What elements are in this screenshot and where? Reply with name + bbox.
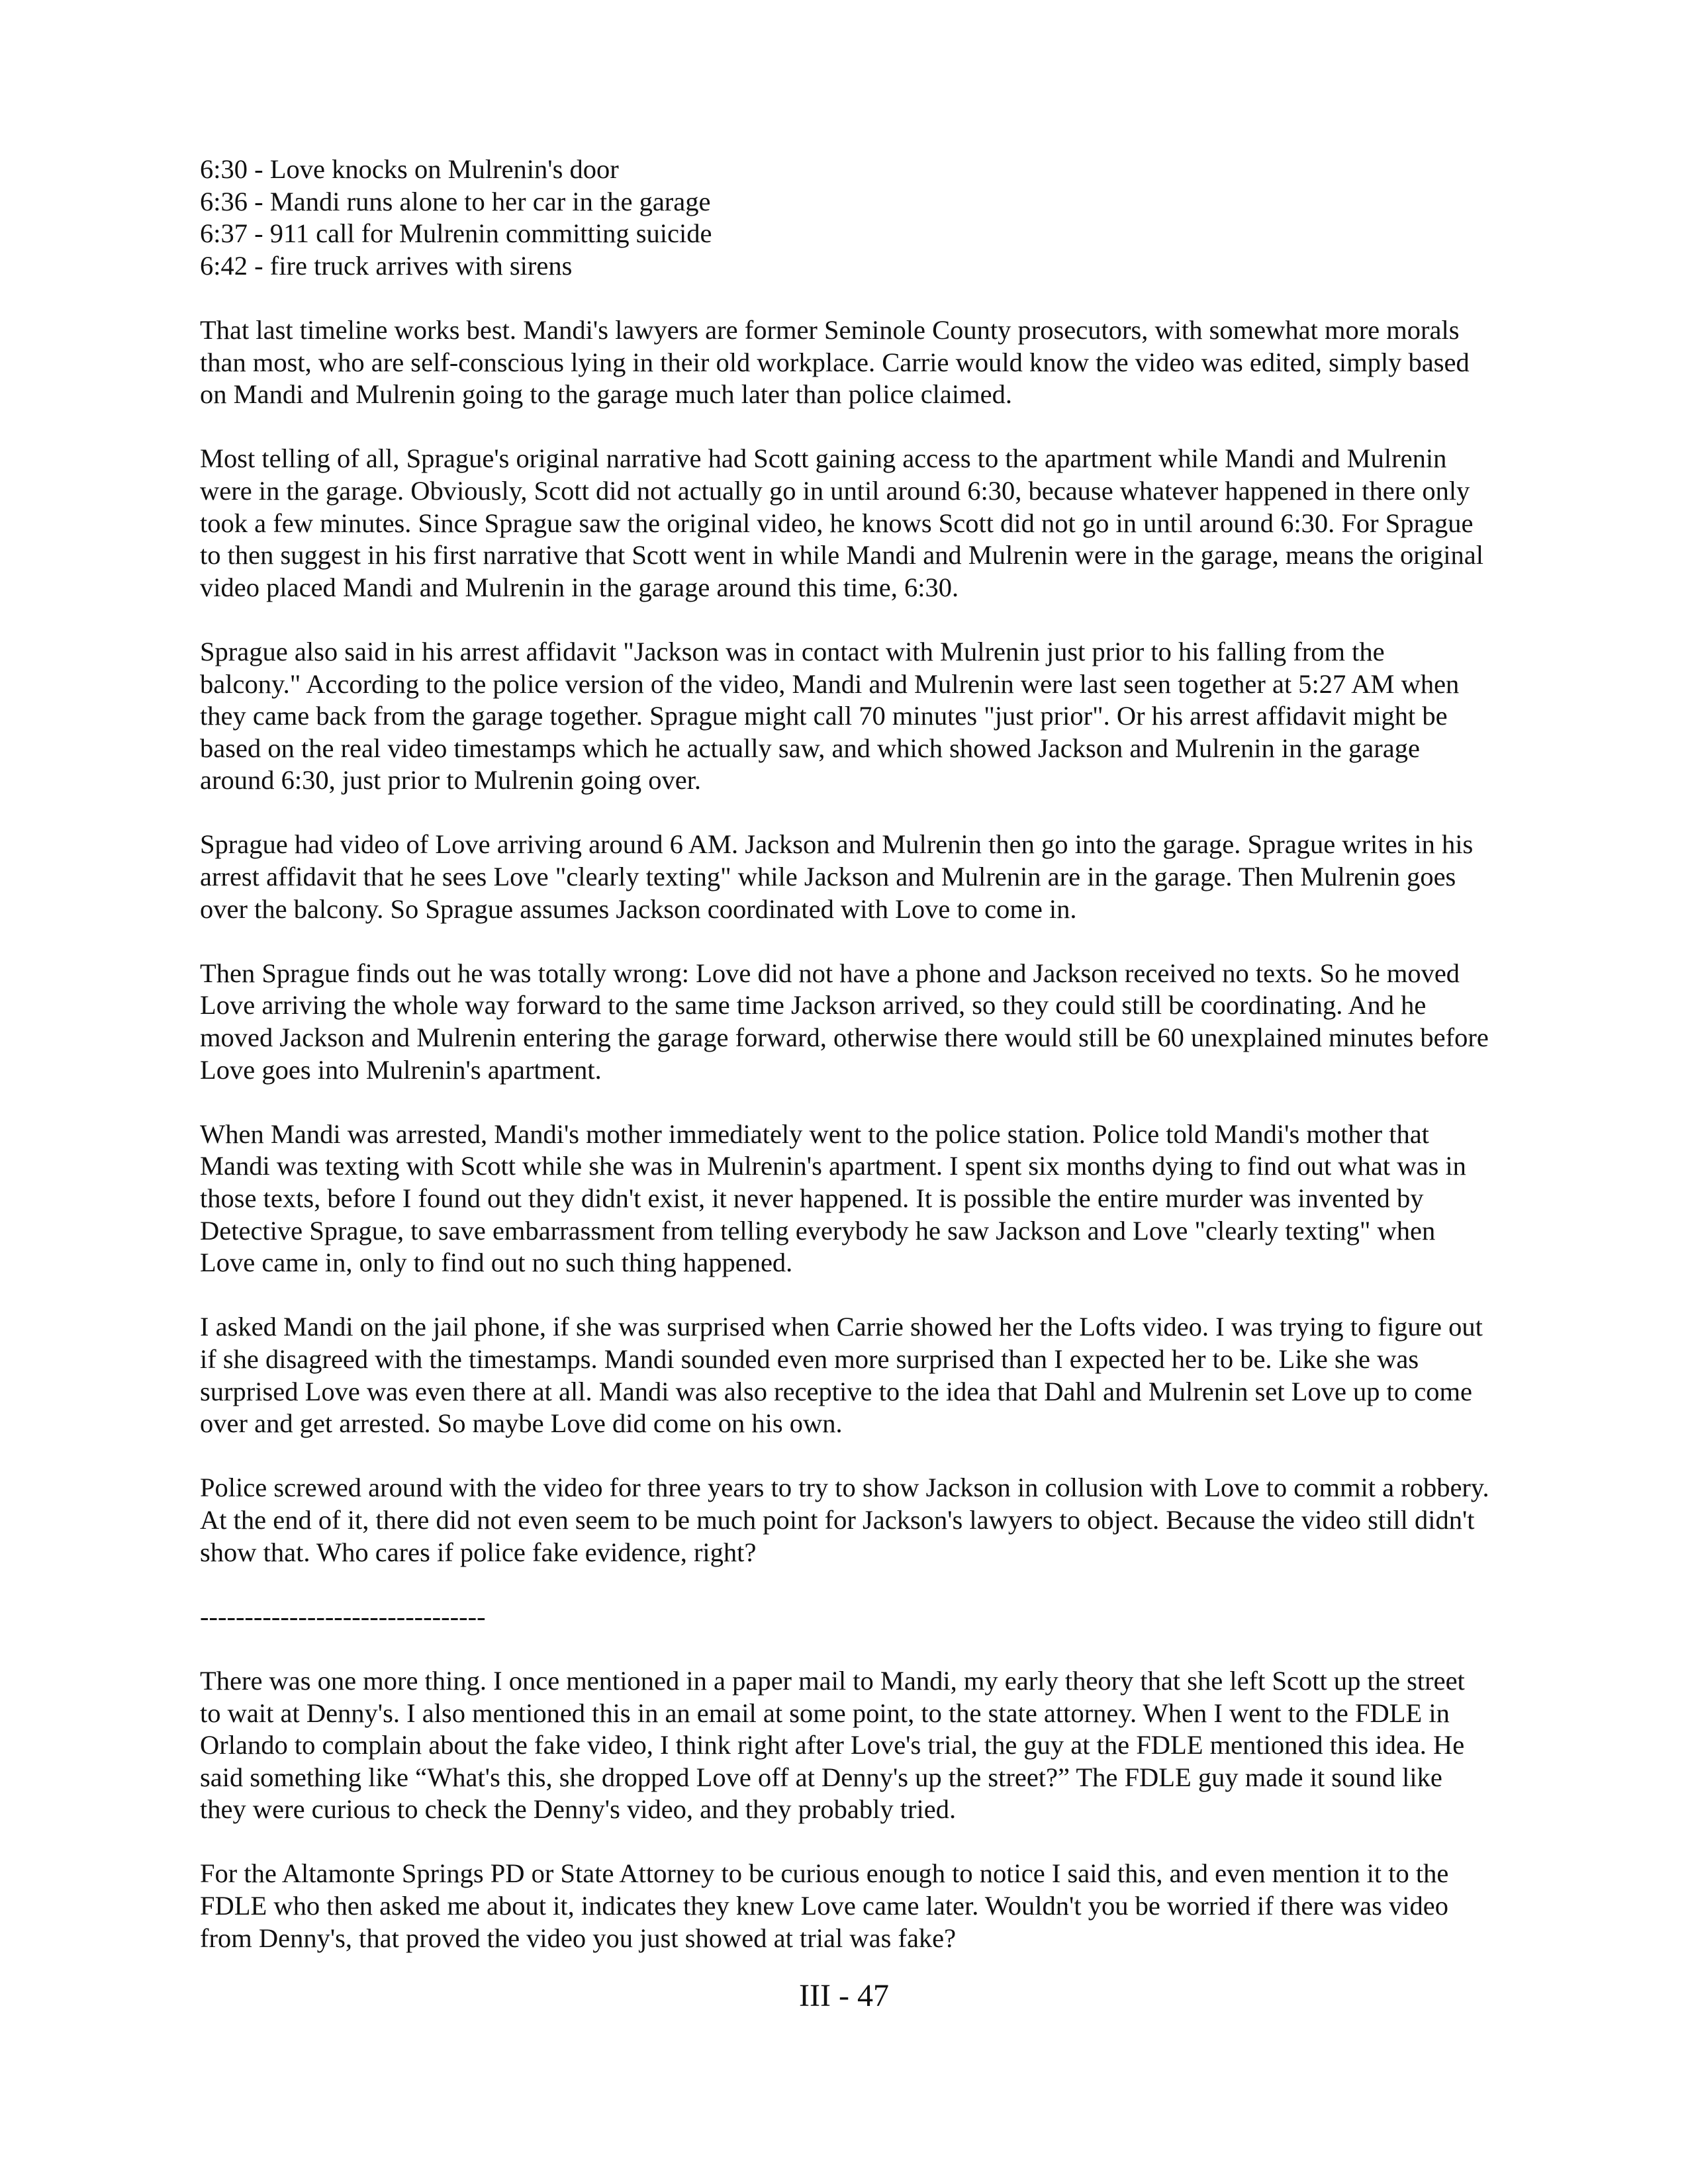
body-paragraph: When Mandi was arrested, Mandi's mother immediately went to the police station. Police told Mandi's mother that Mandi was texting with Scott while she was in Mulrenin's apartment. I spent six months dying to find out what was in those texts, before I found out they didn't exist, it never happened. It is possible the entire murder was invented by Detective Sprague, to save embarrassment from telling everybody he saw Jackson and Love "clearly texting" when Love came in, only to find out no such thing happened. <box>200 1118 1466 1278</box>
body-paragraph: That last timeline works best. Mandi's lawyers are former Seminole County prosecutors, with somewhat more morals than most, who are self-conscious lying in their old workplace. Carrie would know the video was edited, simply based on Mandi and Mulrenin going to the garage much later than police claimed. <box>200 314 1470 410</box>
body-paragraph: Sprague had video of Love arriving around 6 AM. Jackson and Mulrenin then go into the garage. Sprague writes in his arrest affidavit that he sees Love "clearly texting" while Jackson and Mulrenin are in the garage. Then Mulrenin goes over the balcony. So Sprague assumes Jackson coordinated with Love to come in. <box>200 829 1474 924</box>
body-paragraph: For the Altamonte Springs PD or State Attorney to be curious enough to notice I said this, and even mention it to the FDLE who then asked me about it, indicates they knew Love came later. Wouldn't you be worried if there was video from Denny's, that proved the video you just showed at trial was fake? <box>200 1858 1449 1953</box>
section-divider: -------------------------------- <box>200 1601 486 1631</box>
timeline-list <box>200 154 1491 282</box>
body-paragraph: Most telling of all, Sprague's original narrative had Scott gaining access to the apartment while Mandi and Mulrenin were in the garage. Obviously, Scott did not actually go in until around 6:30, because whatever happened in there only took a few minutes. Since Sprague saw the original video, he knows Scott did not go in until around 6:30. For Sprague to then suggest in his first narrative that Scott went in while Mandi and Mulrenin were in the garage, means the original video placed Mandi and Mulrenin in the garage around this time, 6:30. <box>200 443 1484 602</box>
timeline-entry: 6:37 - 911 call for Mulrenin committing suicide <box>200 218 712 249</box>
document-page <box>200 154 1491 1987</box>
body-paragraph: I asked Mandi on the jail phone, if she was surprised when Carrie showed her the Lofts video. I was trying to figure out if she disagreed with the timestamps. Mandi sounded even more surprised than I expected her to be. Like she was surprised Love was even there at all. Mandi was also receptive to the idea that Dahl and Mulrenin set Love up to come over and get arrested. So maybe Love did come on his own. <box>200 1312 1483 1439</box>
body-paragraph: There was one more thing. I once mentioned in a paper mail to Mandi, my early theory that she left Scott up the street to wait at Denny's. I also mentioned this in an email at some point, to the state attorney. When I went to the FDLE in Orlando to complain about the fake video, I think right after Love's trial, the guy at the FDLE mentioned this idea. He said something like “What's this, she dropped Love off at Denny's up the street?” The FDLE guy made it sound like they were curious to check the Denny's video, and they probably tried. <box>200 1665 1465 1825</box>
page-number: III - 47 <box>799 1978 889 2013</box>
timeline-entry: 6:30 - Love knocks on Mulrenin's door <box>200 154 619 184</box>
timeline-entry: 6:42 - fire truck arrives with sirens <box>200 250 573 281</box>
body-paragraph: Police screwed around with the video for three years to try to show Jackson in collusion with Love to commit a robbery. At the end of it, there did not even seem to be much point for Jackson's lawyers to object. Because the video still didn't show that. Who cares if police fake evidence, right? <box>200 1473 1489 1567</box>
body-paragraph: Sprague also said in his arrest affidavit "Jackson was in contact with Mulrenin just prior to his falling from the balcony." According to the police version of the video, Mandi and Mulrenin were last seen together at 5:27 AM when they came back from the garage together. Sprague might call 70 minutes "just prior". Or his arrest affidavit might be based on the real video timestamps which he actually saw, and which showed Jackson and Mulrenin in the garage around 6:30, just prior to Mulrenin going over. <box>200 636 1460 796</box>
body-paragraph: Then Sprague finds out he was totally wrong: Love did not have a phone and Jackson received no texts. So he moved Love arriving the whole way forward to the same time Jackson arrived, so they could still be coordinating. And he moved Jackson and Mulrenin entering the garage forward, otherwise there would still be 60 unexplained minutes before Love goes into Mulrenin's apartment. <box>200 958 1489 1085</box>
timeline-entry: 6:36 - Mandi runs alone to her car in the garage <box>200 186 711 216</box>
